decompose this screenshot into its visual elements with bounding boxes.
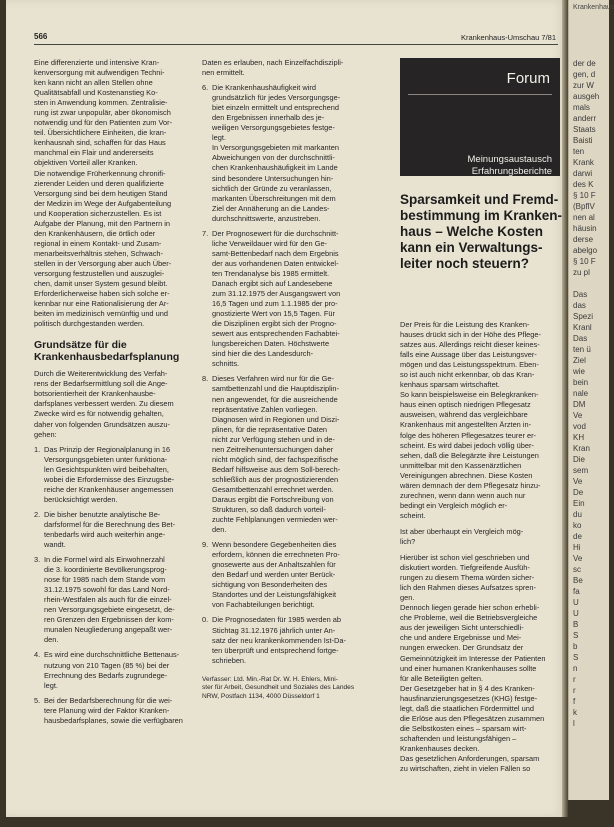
list-item — [202, 374, 372, 535]
forum-rule — [408, 94, 552, 95]
facing-page-line: Das — [573, 290, 588, 299]
text-line: Vereinigungen abrechnen. Diese Kosten — [400, 470, 533, 480]
facing-page-line: KH — [573, 433, 585, 442]
text-line: Strukturen, so daß dadurch vorteil- — [212, 505, 326, 515]
facing-page-header: Krankenhaus — [573, 4, 614, 11]
text-line: Durch die Weiterentwicklung des Verfah- — [34, 369, 168, 379]
text-line: Danach ergibt sich auf Landesebene — [212, 278, 333, 288]
text-line: der Medizin im Wege der Aufgabenteilung — [34, 198, 172, 208]
text-line: Bedarf hilfsweise aus dem Soll-berech- — [212, 464, 341, 474]
text-line: schaftenden und leistungsfähigen – — [400, 733, 517, 743]
list-item — [34, 650, 187, 690]
list-item-number: 6. — [202, 83, 209, 93]
facing-page-line: de — [573, 532, 582, 541]
text-line: Daraus ergibt die Fortschreibung von — [212, 494, 334, 504]
text-line: der aus vorhandenen Daten entwickel- — [212, 258, 339, 268]
text-line: Erforderlicherweise haben sich solche er- — [34, 289, 170, 299]
forum-subtitle: Meinungsaustausch — [467, 154, 552, 165]
facing-page-line: r — [573, 675, 576, 684]
text-line: ken kann nicht an allen Stellen ohne — [34, 78, 153, 88]
text-line: Gemeinnützigkeit im Interesse der Patienten — [400, 653, 546, 663]
text-line: munalen Neugliederung angepaßt wer- — [44, 625, 173, 635]
headline-line: bestimmung im Kranken- — [400, 208, 563, 223]
headline-line: haus – Welche Kosten — [400, 224, 544, 239]
article-paragraph — [400, 553, 560, 774]
text-line: Versorgung sind bei dem heutigen Stand — [34, 188, 168, 198]
text-line: Der Prognosewert für die durchschnitt- — [212, 228, 339, 238]
text-line: teil. Übersichtlichere Einheiten, die kran- — [34, 128, 167, 138]
facing-page-line: n — [573, 664, 578, 673]
text-line: schließlich aus der prognostizierenden — [212, 474, 339, 484]
text-line: die 3. koordinierte Bevölkerungsprog- — [44, 565, 167, 575]
text-line: Bei der Bedarfsberechnung für die wei- — [44, 695, 173, 705]
text-line: den. — [44, 635, 59, 645]
text-line: wandt. — [44, 540, 66, 550]
facing-page-line: gen, d — [573, 70, 596, 79]
text-line: sind besondere Untersuchungen hin- — [212, 173, 334, 183]
facing-page-line: Ve — [573, 477, 583, 486]
text-line: den. — [212, 525, 227, 535]
text-line: regional in einem Kontakt- und Zusam- — [34, 238, 162, 248]
text-line: che und andere Ergebnisse und Mei- — [400, 633, 522, 643]
text-line: che Probleme, weil die Betriebsvergleiche — [400, 613, 538, 623]
text-line: lich? — [400, 536, 416, 546]
text-line: objektiven Vorteil aller Kranken. — [34, 158, 138, 168]
text-line: Es wird eine durchschnittliche Bettenaus- — [44, 650, 180, 660]
facing-page-line: Die — [573, 455, 586, 464]
facing-page-line: wie — [573, 367, 586, 376]
text-line: rung ist zwar unpopulär, aber ökonomisch — [34, 108, 171, 118]
text-line: kenhaus sparsam wirtschaftet. — [400, 380, 500, 390]
facing-page-line: fa — [573, 587, 580, 596]
text-line: berücksichtigt werden. — [44, 494, 118, 504]
text-line: Der Preis für die Leistung des Kranken- — [400, 320, 530, 329]
text-line: In Versorgungsgebieten mit markanten — [212, 143, 339, 153]
facing-page-line: ausgeh — [573, 92, 600, 101]
facing-page-line: § 10 F — [573, 257, 596, 266]
text-line: Wenn besondere Gegebenheiten dies — [212, 540, 337, 550]
list-item-number: 3. — [34, 555, 41, 565]
facing-page-line: nale — [573, 389, 589, 398]
column-2 — [202, 58, 372, 701]
facing-page-line: derse — [573, 235, 594, 244]
text-line: von Fachabteilungen berichtigt. — [212, 600, 315, 610]
text-line: Der Gesetzgeber hat in § 4 des Kranken- — [400, 683, 535, 693]
text-line: für alle Beteiligten gelten. — [400, 673, 483, 683]
text-line: legt. — [212, 133, 226, 143]
article-question — [400, 527, 560, 547]
text-line: 31.12.1975 sowohl für das Land Nord- — [44, 585, 170, 595]
facing-page-line: Spezi — [573, 312, 594, 321]
text-line: lungsbereichen Daten. Höchstwerte — [212, 339, 330, 349]
text-line: kenversorgung mit aufwendigen Techni- — [34, 68, 165, 78]
list-item-number: 2. — [34, 509, 41, 519]
facing-page-line: Ziel — [573, 356, 586, 365]
text-line: gnostizierte Wert von 15,5 Tagen. Für — [212, 309, 335, 319]
forum-title: Forum — [506, 70, 550, 87]
facing-page-line: (BpflV — [573, 202, 595, 211]
text-line: Aufgabe der Planung, mit den Partnern in — [34, 218, 170, 228]
text-line: hauses drückt sich in der Höhe des Pflege- — [400, 330, 541, 340]
facing-page-line: De — [573, 488, 584, 497]
list-item — [34, 696, 187, 726]
list-item — [202, 615, 372, 665]
text-line: reiche der Krankenhäuser angemessen — [44, 484, 174, 494]
text-line: In die Formel wird als Einwohnerzahl — [44, 555, 165, 565]
facing-page-line: das — [573, 301, 586, 310]
text-line: nen Versorgungsgebiete eingesetzt, de- — [44, 605, 175, 615]
text-line: sichtlich der Gründe zu veranlassen, — [212, 183, 332, 193]
text-line: Daten es erlauben, nach Einzelfachdiszipli- — [202, 58, 344, 67]
section-paragraph — [34, 369, 187, 439]
facing-page-line: Kran — [573, 444, 590, 453]
text-line: satzes aus. Allerdings reicht dieser keines- — [400, 340, 540, 350]
text-line: zu wirtschaften, zieht in vielen Fällen so — [400, 764, 531, 774]
text-line: so ist auch nicht erkennbar, ob das Kran- — [400, 370, 535, 380]
list-item-number: 7. — [202, 228, 209, 238]
text-line: schrieben. — [212, 655, 247, 665]
text-line: biet einzeln ermittelt und entsprechend — [212, 103, 339, 113]
text-line: den Bedarf und werden unter Berück- — [212, 570, 336, 580]
text-line: samtbettenzahl und die Hauptdisziplin- — [212, 384, 339, 394]
text-line: zum 31.12.1975 der Ausgangswert von — [212, 289, 341, 299]
text-line: sten in Anwendung kommen. Zentralisie- — [34, 98, 168, 108]
text-line: zurechnen, wenn dann wenn auch nur — [400, 490, 526, 500]
text-line: legt, daß die staatlichen Fördermittel und — [400, 703, 534, 713]
text-line: kennbar nur eine Rationalisierung der Ar- — [34, 299, 169, 309]
text-line: rungen zu diesem Thema würden sicher- — [400, 573, 535, 583]
text-line: ten Trendanalyse bis 1985 ermittelt. — [212, 268, 330, 278]
text-line: Standortes und der Leistungsfähigkeit — [212, 590, 337, 600]
text-line: Versorgungsgebieten unter funktiona- — [44, 454, 168, 464]
facing-page-line: k — [573, 708, 577, 717]
facing-page-line: Ein — [573, 499, 585, 508]
text-line: Gesamtbettenzahl errechnet werden. — [212, 484, 334, 494]
footnote-line: Verfasser: Ltd. Min.-Rat Dr. W. H. Ehlers, Mini- — [202, 675, 338, 683]
facing-page-line: zur W — [573, 81, 594, 90]
facing-page-line: ten ü — [573, 345, 591, 354]
list-item-number: 4. — [34, 650, 41, 660]
facing-page-line: abelgo — [573, 246, 598, 255]
journal-name: Krankenhaus-Umschau 7/81 — [460, 33, 556, 42]
facing-page-line — [573, 278, 609, 289]
intro-paragraph — [34, 58, 187, 329]
facing-page-line: der de — [573, 59, 596, 68]
facing-page-line: anderr — [573, 114, 597, 123]
text-line: versorgung festzustellen und auszuglei- — [34, 268, 165, 278]
journal-page — [6, 0, 566, 817]
text-line: nen angewendet, für die ausreichende — [212, 394, 338, 404]
headline-line: leiter noch steuern? — [400, 256, 530, 271]
facing-page-line: zu pl — [573, 268, 590, 277]
text-line: den Krankenhäusern, die örtlich oder — [34, 228, 156, 238]
text-line: zierender Leiden und deren qualifizierte — [34, 178, 164, 188]
facing-page-line: ko — [573, 521, 582, 530]
text-line: menarbeitsverhältnis stehen, Schwach- — [34, 248, 163, 258]
text-line: und Kooperation sicherzustellen. Es ist — [34, 208, 162, 218]
facing-page-line: ten — [573, 147, 585, 156]
facing-page-line: Krank — [573, 158, 594, 167]
facing-page-line: Ve — [573, 411, 583, 420]
text-line: ausweisen, während das vergleichbare — [400, 410, 528, 420]
text-line: stellen in der Versorgung aber auch Über- — [34, 258, 172, 268]
text-line: diskutiert worden. Tiefgreifende Ausfüh- — [400, 563, 530, 573]
section-heading-line-2: Krankenhausbedarfsplanung — [34, 351, 180, 364]
list-item — [202, 83, 372, 224]
list-item-number: 5. — [34, 695, 41, 705]
text-line: nicht möglich sind, der fachspezifische — [212, 454, 339, 464]
facing-page-line: S — [573, 653, 579, 662]
text-line: Errechnung des Bedarfs zugrundege- — [44, 670, 168, 680]
footnote-line: NRW, Postfach 1134, 4000 Düsseldorf 1 — [202, 692, 320, 700]
text-line: Die bisher benutzte analytische Be- — [44, 509, 161, 519]
text-line: nen Zeitreihenuntersuchungen daher — [212, 444, 334, 454]
text-line: scheint. Es wird dabei jedoch völlig über- — [400, 440, 534, 450]
text-line: die Selbstkosten eines – sparsam wirt- — [400, 723, 527, 733]
list-item-number: 0. — [202, 615, 209, 625]
text-line: durchschnittswerte, anzustreben. — [212, 213, 321, 223]
text-line: sewert aus entsprechenden Fachabtei- — [212, 329, 340, 339]
text-line: weiligen Versorgungsgebietes festge- — [212, 123, 335, 133]
facing-page-line: sem — [573, 466, 589, 475]
section-heading — [34, 339, 187, 363]
section-heading-line-1: Grundsätze für die — [34, 339, 127, 352]
text-line: manchmal ein Flair und andererseits — [34, 148, 154, 158]
text-line: Krankenhauses decken. — [400, 743, 480, 753]
text-line: Ziel der Annäherung an die Landes- — [212, 203, 330, 213]
text-line: Die Prognosedaten für 1985 werden ab — [212, 615, 342, 625]
text-line: Stichtag 31.12.1976 jährlich unter An- — [212, 625, 336, 635]
facing-page-line: Hi — [573, 543, 581, 552]
text-line: legt. — [44, 680, 58, 690]
numbered-list — [202, 83, 372, 666]
list-item-number: 1. — [34, 444, 41, 454]
text-line: Diagnosen wird in Regionen und Diszi- — [212, 414, 340, 424]
text-line: schnitts. — [212, 359, 240, 369]
facing-page-line: § 10 F — [573, 191, 596, 200]
text-line: So kann beispielsweise ein Belegkranken- — [400, 390, 539, 400]
text-line: nose für 1985 nach dem Stande vom — [44, 575, 166, 585]
text-line: 16,5 Tagen und zum 1.1.1985 der pro- — [212, 299, 338, 309]
text-line: rhein-Westfalen als auch für die einzel- — [44, 595, 172, 605]
text-line: politisch durchgestanden werden. — [34, 319, 145, 329]
forum-banner — [400, 58, 560, 176]
facing-page-line: Be — [573, 576, 583, 585]
text-line: Zwecke wird es für notwendig gehalten, — [34, 409, 164, 419]
facing-page-line: mals — [573, 103, 590, 112]
text-line: nen ermittelt. — [202, 68, 245, 78]
text-line: Dennoch liegen gerade hier schon erhebli- — [400, 603, 540, 613]
text-line: gnosewerte aus der Anhaltszahlen für — [212, 560, 336, 570]
text-line: erfordern, können die errechneten Pro- — [212, 550, 340, 560]
text-line: Krankenhaus mit angestellten Ärzten in- — [400, 420, 532, 430]
text-line: tere Planung wird der Faktor Kranken- — [44, 705, 170, 715]
text-line: liche Verweildauer wird für den Ge- — [212, 238, 328, 248]
text-line: Abweichungen von der durchschnittli- — [212, 153, 335, 163]
facing-page-line: Staats — [573, 125, 596, 134]
facing-page-line: darwi — [573, 169, 593, 178]
facing-page-line: häusin — [573, 224, 597, 233]
text-line: sind hier die des Landesdurch- — [212, 349, 314, 359]
text-line: wobei die Erfordernisse des Einzugsbe- — [44, 474, 175, 484]
facing-page-line: f — [573, 697, 576, 706]
text-line: samt-Bettenbedarf nach dem Ergebnis — [212, 248, 339, 258]
facing-page-line: DM — [573, 400, 586, 409]
text-line: mögen und das Leistungsspektrum. Eben- — [400, 360, 539, 370]
text-line: darfsformel für die Berechnung des Bet- — [44, 519, 176, 529]
forum-subtitle: Erfahrungsberichte — [471, 166, 552, 177]
facing-page-line: U — [573, 609, 579, 618]
text-line: lich den Rahmen dieses Aufsatzes spren- — [400, 583, 536, 593]
facing-page-line: l — [573, 719, 575, 728]
column-1 — [34, 58, 187, 726]
text-line: Das Prinzip der Regionalplanung in 16 — [44, 444, 171, 454]
facing-page-line: sc — [573, 565, 581, 574]
text-line: nungen erwecken. Der Grundsatz der — [400, 643, 524, 653]
text-line: markanten Überschreitungen mit dem — [212, 193, 336, 203]
facing-page-line: b — [573, 642, 578, 651]
text-line: Die Krankenhaushäufigkeit wird — [212, 83, 316, 93]
footnote-line: ster für Arbeit, Gesundheit und Soziales des Landes — [202, 684, 355, 692]
text-line: nicht zur Verfügung stehen und in de- — [212, 434, 335, 444]
text-line: Ist aber überhaupt ein Vergleich mög- — [400, 526, 524, 536]
header-rule — [34, 44, 558, 45]
text-line: notwendig und für den Patienten zum Vor- — [34, 118, 173, 128]
continued-paragraph — [202, 58, 372, 78]
text-line: beiten im medizinisch vernünftig und und — [34, 309, 168, 319]
text-line: hausfinanzierungsgesetzes (KHG) festge- — [400, 693, 538, 703]
text-line: Die notwendige Früherkennung chronifi- — [34, 168, 166, 178]
text-line: satz der neu krankenkommenden Ist-Da- — [212, 635, 346, 645]
list-item — [202, 540, 372, 610]
facing-page-line: Baisti — [573, 136, 593, 145]
text-line: zuchte Fehlplanungen vermieden wer- — [212, 515, 338, 525]
text-line: sehen, daß die Belegärzte ihre Leistungen — [400, 450, 539, 460]
text-line: len Gesichtspunkten wird beibehalten, — [44, 464, 169, 474]
text-line: daher von folgenden Grundsätzen auszu- — [34, 419, 170, 429]
list-item-number: 8. — [202, 374, 209, 384]
text-line: haus einen optisch niedrigen Pflegesatz — [400, 400, 531, 410]
text-line: gen. — [400, 593, 415, 603]
column-3 — [400, 320, 560, 774]
text-line: Hierüber ist schon viel geschrieben und — [400, 553, 530, 563]
text-line: Dieses Verfahren wird nur für die Ge- — [212, 374, 334, 384]
page-number: 566 — [34, 32, 48, 41]
author-footnote — [202, 676, 372, 702]
text-line: aus der jeweiligen Sicht unterschiedli- — [400, 623, 524, 633]
facing-page-line: bein — [573, 378, 589, 387]
text-line: chen, damit unser System gesund bleibt. — [34, 279, 168, 289]
numbered-list — [34, 445, 187, 726]
list-item — [34, 555, 187, 645]
text-line: plinen, für die repräsentative Daten — [212, 424, 328, 434]
text-line: sichtigung von Besonderheiten des — [212, 580, 328, 590]
text-line: und einer humanen Krankenhauses sollte — [400, 663, 537, 673]
facing-page-line: Ve — [573, 554, 583, 563]
text-line: chen Krankenhaushäufigkeit im Lande — [212, 163, 338, 173]
text-line: unmittelbar mit den Kassenärztlichen — [400, 460, 522, 470]
facing-page — [568, 0, 614, 800]
text-line: Das gesetzlichen Anforderungen, sparsam — [400, 753, 540, 763]
text-line: botsorientierheit der Krankenhausbe- — [34, 389, 156, 399]
text-line: rens der Bedarfsermittlung soll die Ange- — [34, 379, 168, 389]
text-line: ren Grenzen den Ergebnissen der kom- — [44, 615, 174, 625]
text-line: die Disziplinen ergibt sich der Progno- — [212, 319, 337, 329]
facing-page-line: vod — [573, 422, 586, 431]
facing-page-line: Kranl — [573, 323, 592, 332]
text-line: die Erlöse aus den Pflegesätzen zusammen — [400, 713, 545, 723]
text-line: den Ergebnissen innerhalb des je- — [212, 113, 325, 123]
text-line: ten überprüft und entsprechend fortge- — [212, 645, 339, 655]
text-line: tenbedarfs wird auch weiterhin ange- — [44, 529, 166, 539]
text-line: Qualitätsabfall und Kostenanstieg Ko- — [34, 88, 158, 98]
headline-line: Sparsamkeit und Fremd- — [400, 192, 559, 207]
facing-page-line: nen al — [573, 213, 595, 222]
facing-page-line: B — [573, 620, 579, 629]
article-headline — [400, 192, 566, 272]
text-line: wären demnach der dem Pflegesatz hinzu- — [400, 480, 541, 490]
text-line: darfsplanes verbessert werden. Zu diesem — [34, 399, 174, 409]
facing-page-line: r — [573, 686, 576, 695]
text-line: grundsätzlich für jedes Versorgungsge- — [212, 93, 341, 103]
facing-page-line: U — [573, 598, 579, 607]
text-line: bedingt ein Vergleich möglich er- — [400, 500, 508, 510]
facing-page-line: des K — [573, 180, 594, 189]
text-line: kenhausnah sind, schaffen für das Haus — [34, 138, 166, 148]
text-line: repräsentative Zahlen vorliegen. — [212, 404, 318, 414]
facing-page-line: du — [573, 510, 582, 519]
facing-page-line: S — [573, 631, 579, 640]
facing-page-text — [569, 0, 609, 729]
list-item — [202, 229, 372, 370]
article-paragraph — [400, 320, 560, 521]
list-item-number: 9. — [202, 540, 209, 550]
text-line: nutzung von 210 Tagen (85 %) bei der — [44, 660, 170, 670]
text-line: hausbedarfsplanes, sowie die verfügbaren — [44, 715, 183, 725]
text-line: folge des höheren Pflegesatzes teurer er- — [400, 430, 536, 440]
text-line: falls eine Aussage über das Leistungsver- — [400, 350, 537, 360]
list-item — [34, 445, 187, 505]
list-item — [34, 510, 187, 550]
text-line: gehen: — [34, 429, 57, 439]
text-line: scheint. — [400, 510, 426, 520]
facing-page-line: Das — [573, 334, 588, 343]
text-line: Eine differenzierte und intensive Kran- — [34, 58, 160, 67]
headline-line: kann ein Verwaltungs- — [400, 240, 543, 255]
